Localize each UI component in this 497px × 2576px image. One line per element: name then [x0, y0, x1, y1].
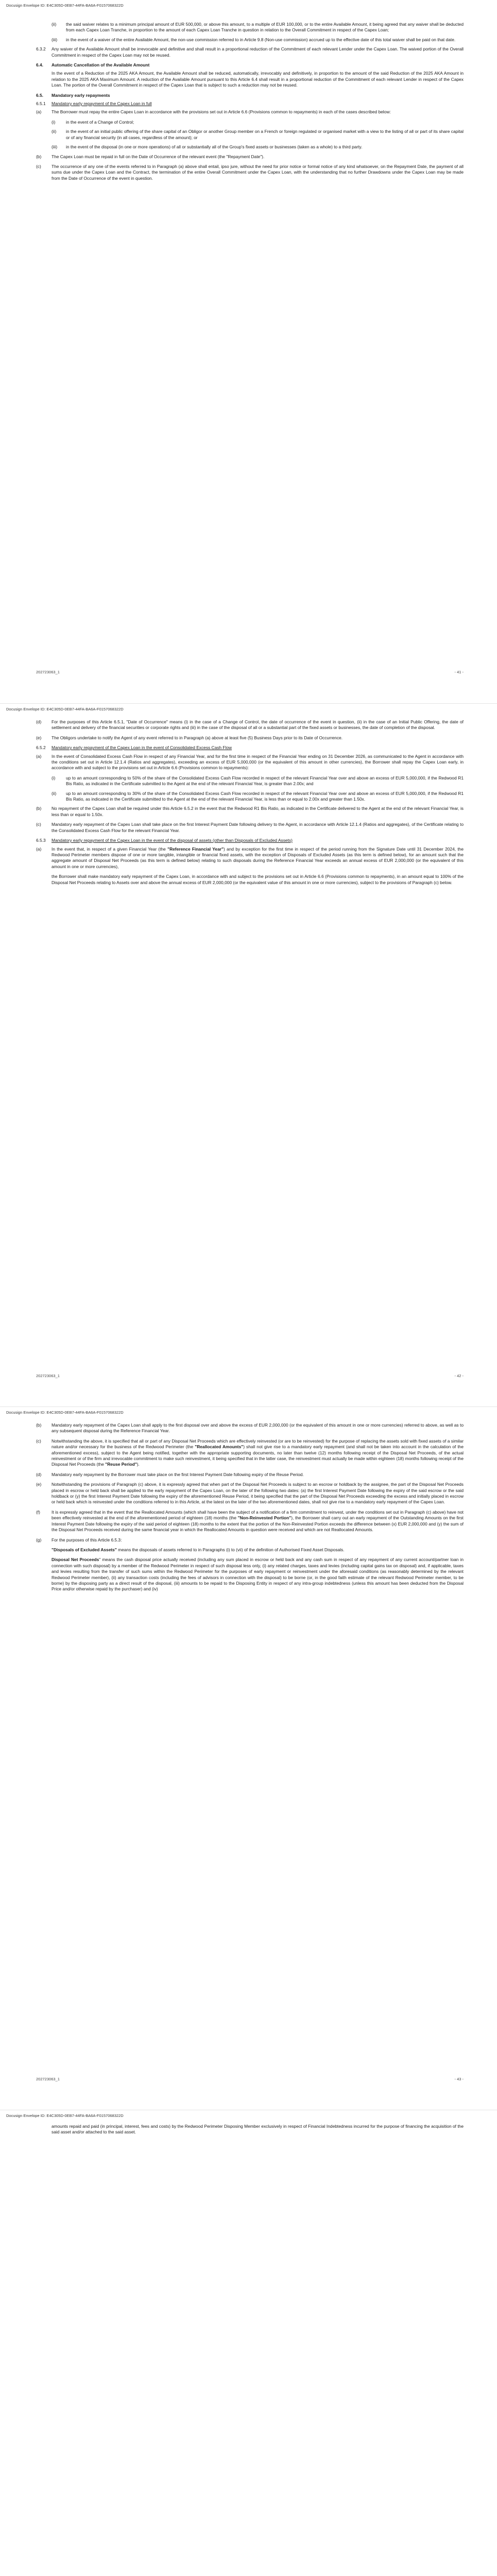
clause: (b) No repayment of the Capex Loan shall be required under this Article 6.5.2 in the event that the Redwood R1 Bis Ratio, as indicated in the Certificate delivered to the Agent at the end of the relevant Financial Year, is less than or equal to 1.50x. [36, 806, 464, 817]
clause: (f) It is expressly agreed that in the event that the Reallocated Amounts (which shall have been the subject of a notification of a firm commitment to reinvest, under the conditions set out in Paragraph (c) above) have not been effectively reinvested at the end of the aforementioned period of eighteen (18) months (the "Non-Reinvested Portion"), the Borrower shall carry out an early repayment of the Outstanding Amounts on the first Interest Payment Date following the expiry of the said period of eighteen (18) months to the extent that the portion of the Non-Reinvested Portion exceeds the difference between (x) EUR 2,000,000 and (y) the sum of the Disposal Net Proceeds received during the same financial year in which the Reallocated Amounts in question were received and which are not Reallocated Amounts. [36, 1509, 464, 1533]
list-item: (ii) the said waiver relates to a minimum principal amount of EUR 500,000, or above this amount, to a multiple of EUR 100,000, or to the entire Available Amount, it being agreed that any waiver shall be deducted from each Capex Loan Tranche, in proportion to the amount of each Capex Loan Tranche in question in relation to the Overall Commitment in respect of the Capex Loan; [52, 22, 464, 33]
list-item: (ii) in the event of an initial public offering of the share capital of an Obligor or another Group member on a French or foreign regulated or organised market with a view to the listing of all or part of its share capital or of any financial security (in all cases, regardless of the amount); or [52, 129, 464, 140]
page-footer [36, 670, 464, 676]
clause: (c) The occurrence of any one of the events referred to in Paragraph (a) above shall entail, ipso jure, without the need for prior notice or formal notice of any kind whatsoever, on the Repayment Date, the payment of all sums due under the Capex Loan and the Contract, the termination of the entire Overall Commitment under the Capex Loan, with the understanding that no further Drawdowns under the Capex Loan may be made from the Date of Occurrence of the event in question. [36, 163, 464, 181]
list-item: (i) in the event of a Change of Control; [52, 119, 134, 125]
section-heading: 6.4. Automatic Cancellation of the Available Amount [36, 62, 150, 68]
subsection-heading: 6.5.3 Mandatory early repayment of the Capex Loan in the event of the disposal of assets (other than Disposals of Excluded Assets) [36, 838, 293, 843]
page-content [36, 22, 464, 185]
subsection-heading: 6.5.1 Mandatory early repayment of the Capex Loan in full [36, 101, 152, 107]
page-content [36, 1422, 464, 1597]
list-item: (ii) up to an amount corresponding to 30% of the share of the Consolidated Excess Cash Flow recorded in respect of the relevant Financial Year over and above an excess of EUR 5,000,000, if the Redwood R1 Bis Ratio, as indicated in the Certificate submitted to the Agent at the end of the relevant Financial Year, is less than or equal to 2.00x and greater than 1.50x. [52, 790, 464, 802]
clause: (e) Notwithstanding the provisions of Paragraph (c) above, it is expressly agreed that when part of the Disposal Net Proceeds is subject to an escrow or holdback by the assignee, the part of the Disposal Net Proceeds placed in escrow or held back shall be applied to the early repayment of the Capex Loan, on the later of the following two dates: (a) the first Interest Payment Date following the expiry of the said escrow or the said holdback or (y) the first Interest Payment Date following the expiry of the aforementioned Reuse Period, it being specified that the part of the Disposal Net Proceeds exceeding the excess and initially placed in escrow or held back which is reinvested under the conditions referred to in this Article, at the latest on the later of the two aforementioned dates, shall not give rise to a mandatory early repayment of the Capex Loan. [36, 1482, 464, 1505]
clause-text: the Borrower shall make mandatory early repayment of the Capex Loan, in accordance with and subject to the provisions set out in Article 6.6 (Provisions common to repayments), in an amount equal to 100% of the Disposal Net Proceeds relating to Assets over and above the annual excess of EUR 2,000,000 (or the equivalent value of this amount in one or more currencies), subject to the provisions of Paragraph (c) below. [52, 874, 464, 885]
clause: (d) For the purposes of this Article 6.5.1, "Date of Occurrence" means (i) in the case of a Change of Control, the date of occurrence of the event in question, (ii) in the case of an Initial Public Offering, the date of settlement and delivery of the financial securities or corporate rights and (iii) in the case of the disposal of all or a substantial part of the fixed assets or businesses, the date of completion of the disposal. [36, 719, 464, 731]
defined-term: "Reallocated Amounts" [195, 1444, 244, 1450]
defined-term: Disposal Net Proceeds [52, 1557, 99, 1563]
defined-term: "Non-Reinvested Portion" [237, 1515, 292, 1521]
defined-term: "Reference Financial Year" [167, 846, 224, 852]
docusign-envelope-id: Docusign Envelope ID: E4C305D-0EB7-44FA-BA6A-F0157068322D [6, 2113, 124, 2118]
clause: (a) The Borrower must repay the entire Capex Loan in accordance with the provisions set out in Article 6.6 (Provisions common to repayments) in each of the cases described below: [36, 109, 391, 115]
list-item: (iii) in the event of the disposal (in one or more operations) of all or substantially all of the Group's fixed assets or businesses (taken as a whole) to a third party. [52, 144, 363, 150]
page-number: - 43 - [454, 2077, 464, 2081]
document-reference: 202723063_1 [36, 1374, 60, 1378]
document-reference: 202723063_1 [36, 2077, 60, 2081]
defined-term: "Reuse Period" [105, 1462, 137, 1467]
section-heading: 6.5. Mandatory early repayments [36, 92, 110, 98]
clause: (b) Mandatory early repayment of the Capex Loan shall apply to the first disposal over and above the excess of EUR 2,000,000 (or the equivalent of this amount in one or more currencies) referred to above, as well as to any subsequent disposal during the Reference Financial Year. [36, 1422, 464, 1434]
definition: "Disposals of Excluded Assets" means the disposals of assets referred to in Paragraphs (i) to (vii) of the definition of Authorised Fixed Asset Disposals. [52, 1547, 345, 1552]
clause: 6.3.2 Any waiver of the Available Amount shall be irrevocable and definitive and shall result in a proportional reduction of the Commitment of each relevant Lender under the Capex Loan. The waived portion of the Overall Commitment in respect of the Capex Loan may not be reused. [36, 46, 464, 58]
definition: Disposal Net Proceeds" means the cash disposal price actually received (including any sum placed in escrow or held back and any cash sum in respect of any repayment of any current account/partner loan in connection with such disposal) by a member of the Redwood Perimeter in respect of such disposal less only, (i) any related charges, taxes and levies (including capital gains tax on disposal) and, if applicable, taxes and levies resulting from the transfer of such sums within the Redwood Perimeter for the purposes of early repayment or reinvestment under the aforesaid conditions (as reasonably determined by the relevant Redwood Perimeter member), (ii) any transaction costs (including the fees of advisors in connection with the disposal) to be borne (or, in the good faith estimate of the relevant Redwood Perimeter member, to be borne) by the disposing party as a direct result of the disposal, (iii) amounts to be repaid to the Disposing Entity in respect of any intra-group indebtedness (unless this amount has been deducted from the Disposal Price and/or otherwise repaid by the purchaser) and (iv) [52, 1557, 464, 1592]
list-item: (iii) in the event of a waiver of the entire Available Amount, the non-use commission referred to in Article 9.8 (Non-use commission) accrued up to the effective date of this total waiver shall be paid on that date. [52, 37, 456, 42]
clause: (a) In the event that, in respect of a given Financial Year (the "Reference Financial Year") and by exception for the first time in respect of the period running from the Signature Date until 31 December 2024, the Redwood Perimeter members dispose of one or more tangible, intangible or financial fixed assets, with the exception of Disposals of Excluded Assets (as this term is defined below), for an amount such that the aggregate amount of Disposal Net Proceeds (as this term is defined below) relating to such disposals during the Reference Financial Year exceeds an annual excess of EUR 2,000,000 (or the equivalent of this amount in one or more currencies), [36, 846, 464, 869]
clause: (a) In the event of Consolidated Excess Cash Flow in respect of any Financial Year, and for the first time in respect of the Financial Year ending on 31 December 2026, as communicated to the Agent in accordance with the conditions set out in Article 12.1.4 (Ratios and aggregates), exceeding an excess of EUR 5,000,000 (or the equivalent of this amount in other currencies), the Borrower shall repay the Capex Loan early, in accordance with and subject to the provisions set out in Article 6.6 (Provisions common to repayments): [36, 753, 464, 771]
document-page [0, 1406, 497, 2110]
clause: (c) Notwithstanding the above, it is specified that all or part of any Disposal Net Proceeds which are effectively reinvested (or are to be reinvested) for the purpose of replacing the assets sold with fixed assets of a similar nature and/or necessary for the business of the Redwood Perimeter (the "Reallocated Amounts") shall not give rise to a mandatory early repayment (and shall not be taken into account in the calculation of the aforementioned excess), subject to the Agent being notified, together with the appropriate supporting documents, no later than twelve (12) months following receipt of the Disposal Net Proceeds, of the actual reinvestment or of the firm and irrevocable commitment to make such reinvestment, it being specified that in the latter case, the reinvestment must actually be made within eighteen (18) months following receipt of the Disposal Net Proceeds (the "Reuse Period"). [36, 1438, 464, 1467]
document-reference: 202723063_1 [36, 670, 60, 674]
docusign-envelope-id: Docusign Envelope ID: E4C305D-0EB7-44FA-BA6A-F0157068322D [6, 3, 124, 8]
page-footer [36, 1374, 464, 1380]
page-content [36, 719, 464, 890]
page-footer [36, 2077, 464, 2083]
clause-text: In the event of a Reduction of the 2025 AKA Amount, the Available Amount shall be reduced, automatically, irrevocably and definitively, in proportion to the amount of the said Reduction of the 2025 AKA Amount in relation to the 2025 AKA Maximum Amount. A reduction of the Available Amount pursuant to this Article 6.4 shall result in a proportional reduction of the Commitment of each relevant Lender in respect of the Capex Loan. The portion of the Overall Commitment in respect of the Capex Loan that is subject to such a reduction may not be reused. [52, 71, 464, 88]
page-number: - 42 - [454, 1374, 464, 1378]
subsection-heading: 6.5.2 Mandatory early repayment of the Capex Loan in the event of Consolidated Excess Cash Flow [36, 745, 232, 751]
defined-term: "Disposals of Excluded Assets" [52, 1547, 117, 1552]
document-page [0, 0, 497, 703]
docusign-envelope-id: Docusign Envelope ID: E4C305D-0EB7-44FA-BA6A-F0157068322D [6, 1410, 124, 1415]
clause: (c) Mandatory early repayment of the Capex Loan shall take place on the first Interest Payment Date following delivery to the Agent, in accordance with Article 12.1.4 (Ratios and aggregates), of the Certificate relating to the Consolidated Excess Cash Flow for the relevant Financial Year. [36, 822, 464, 833]
clause-text: amounts repaid and paid (in principal, interest, fees and costs) by the Redwood Perimeter Disposing Member exclusively in respect of Financial Indebtedness incurred for the purpose of financing the acquisition of the said asset and/or attached to the said asset. [52, 2124, 464, 2135]
docusign-envelope-id: Docusign Envelope ID: E4C305D-0EB7-44FA-BA6A-F0157068322D [6, 707, 124, 711]
clause: (b) The Capex Loan must be repaid in full on the Date of Occurrence of the relevant event (the "Repayment Date"). [36, 154, 265, 159]
list-item: (i) up to an amount corresponding to 50% of the share of the Consolidated Excess Cash Flow recorded in respect of the relevant Financial Year over and above an excess of EUR 5,000,000, if the Redwood R1 Bis Ratio, as indicated in the Certificate submitted to the Agent at the end of the relevant Financial Year, is greater than 2.00x; and [52, 775, 464, 787]
page-number: - 41 - [454, 670, 464, 674]
clause: (e) The Obligors undertake to notify the Agent of any event referred to in Paragraph (a) above at least five (5) Business Days prior to its Date of Occurrence. [36, 735, 343, 740]
document-page [0, 703, 497, 1407]
page-content [36, 2124, 464, 2140]
document-page [0, 2110, 497, 2576]
clause: (g) For the purposes of this Article 6.5.3: [36, 1537, 122, 1543]
clause: (d) Mandatory early repayment by the Borrower must take place on the first Interest Payment Date following expiry of the Reuse Period. [36, 1471, 304, 1477]
